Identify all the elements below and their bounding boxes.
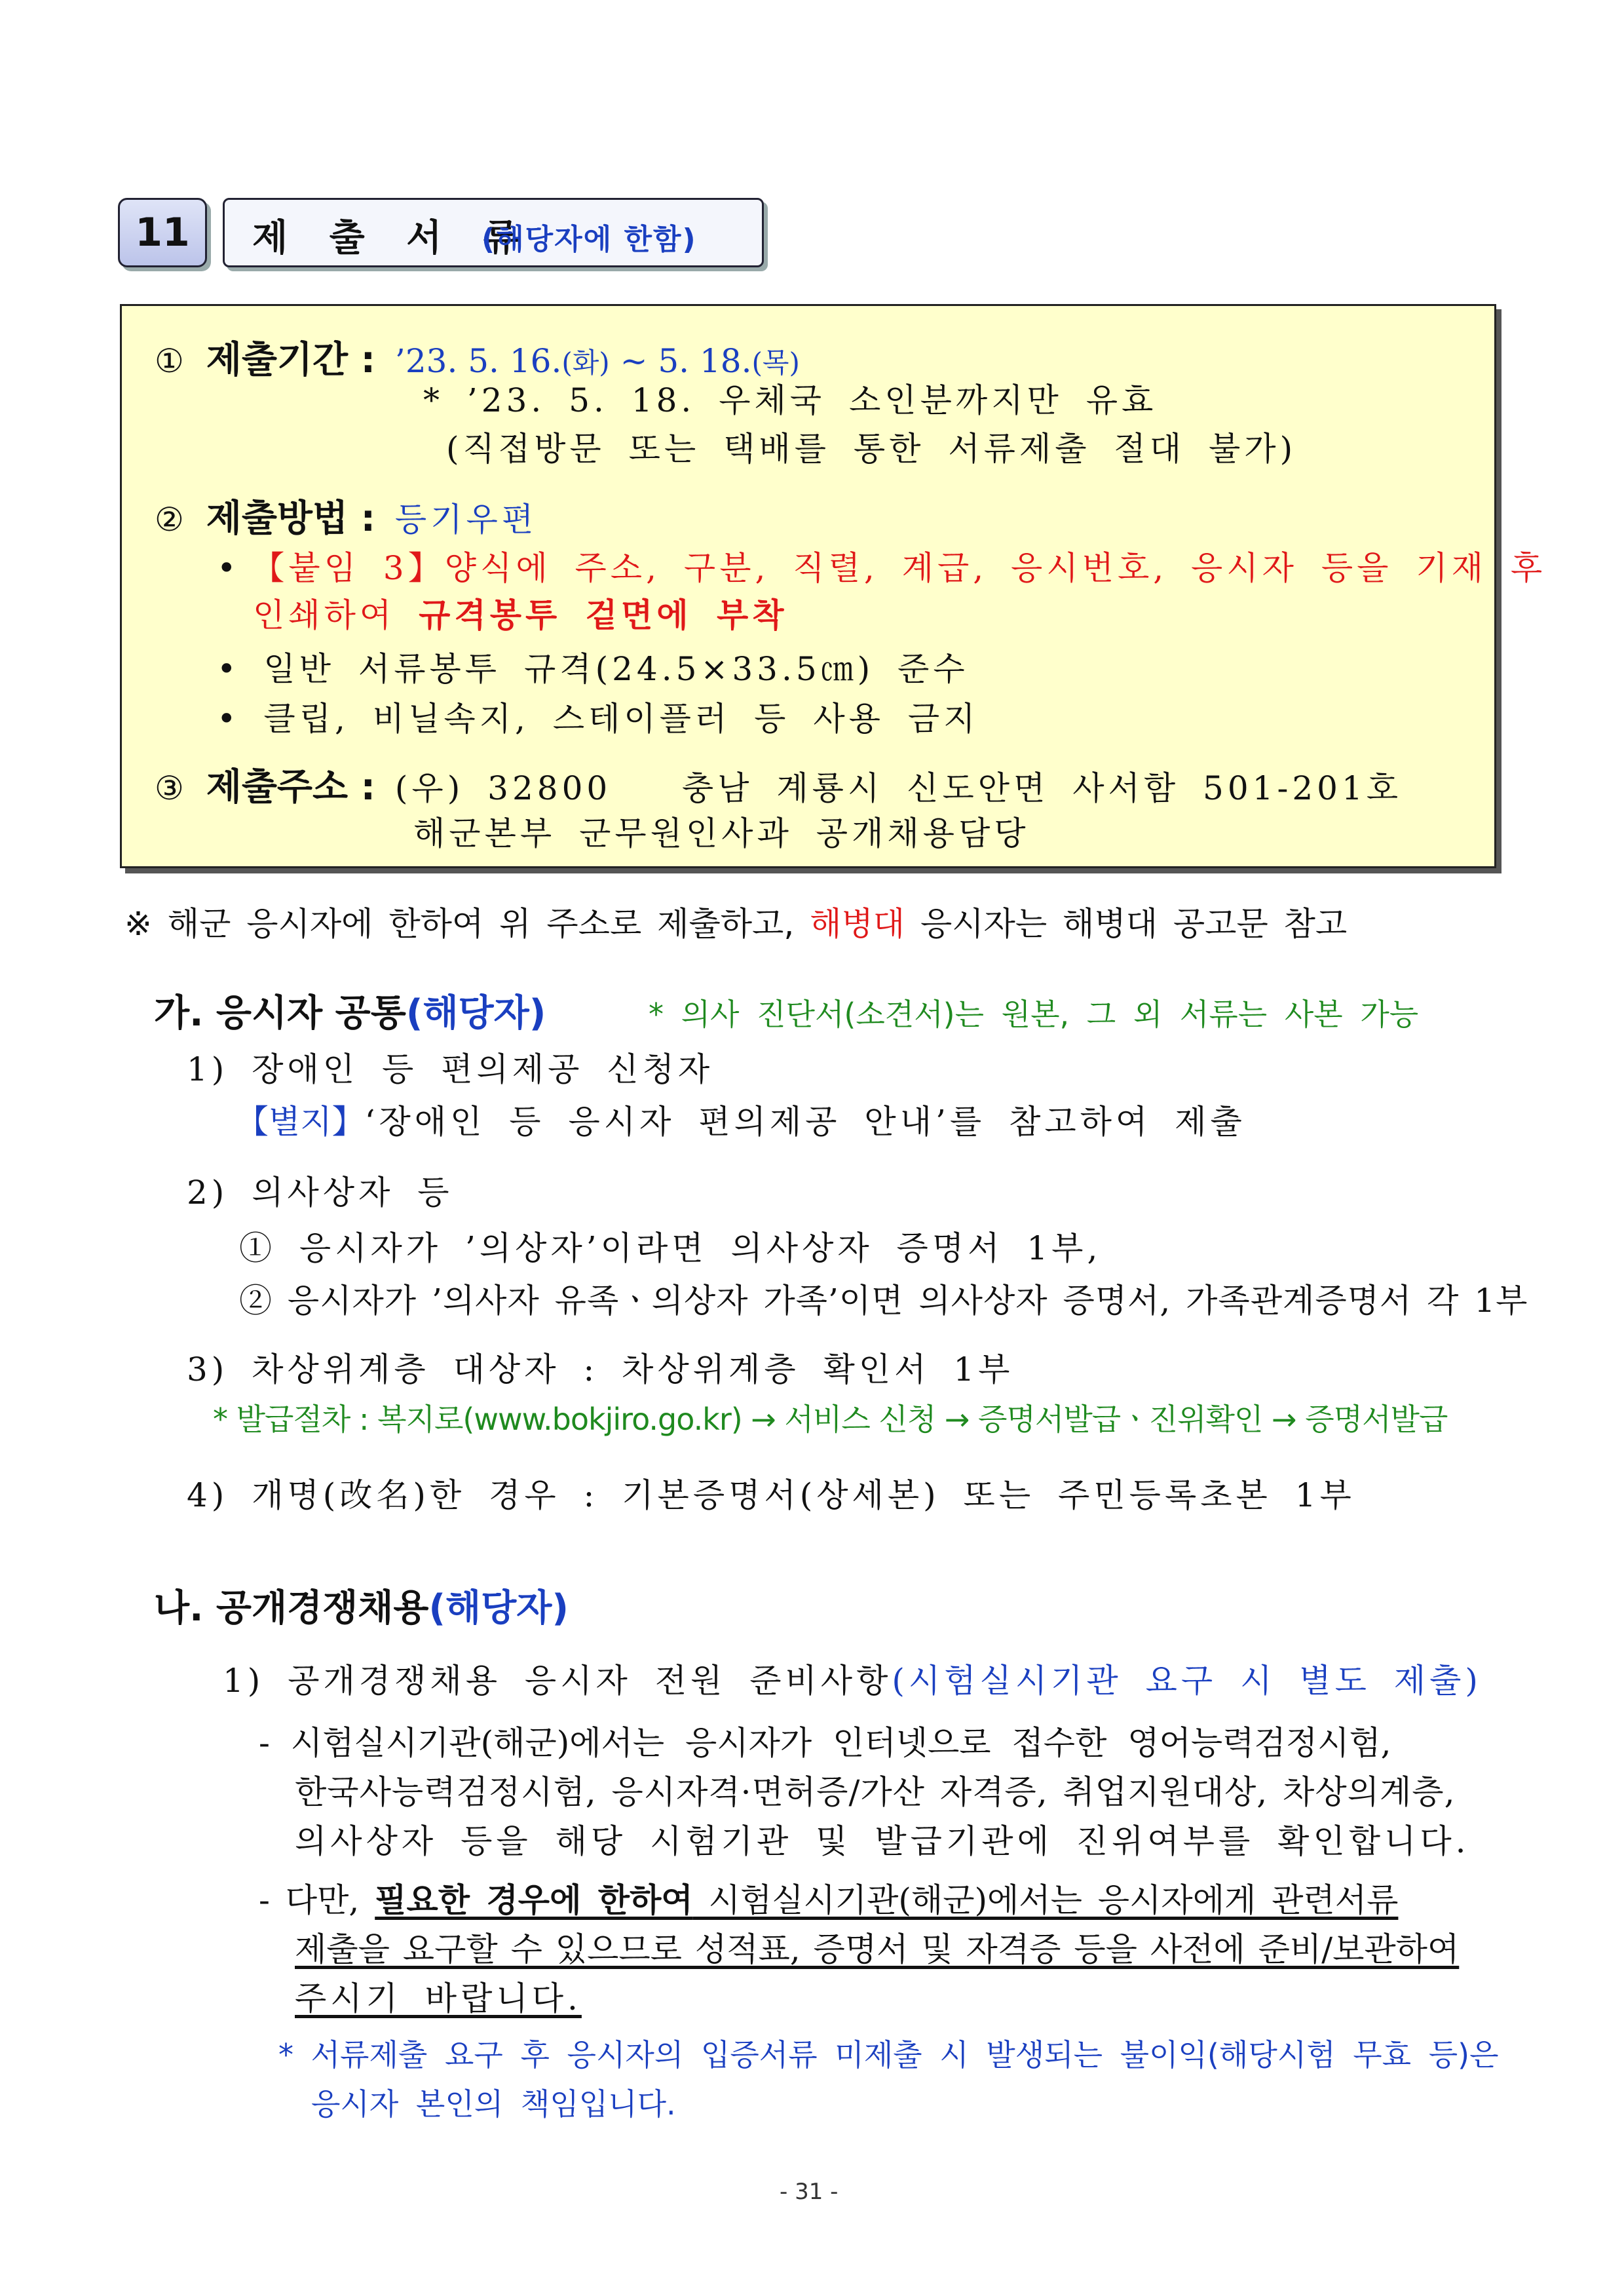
method-bullet-1-cont: 인쇄하여 규격봉투 겉면에 부착 — [253, 596, 788, 634]
na-item-1: 1) 공개경쟁채용 응시자 전원 준비사항(시험실시기관 요구 시 별도 제출) — [223, 1662, 1482, 1700]
section-number-badge: 11 — [118, 198, 207, 267]
section-na-title-note: (해당자) — [428, 1587, 569, 1630]
section-ga-side-note: * 의사 진단서(소견서)는 원본, 그 외 서류는 사본 가능 — [649, 997, 1419, 1032]
ga-item-2-a: ① 응시자가 ’의상자’이라면 의사상자 증명서 1부, — [239, 1229, 1102, 1267]
na-note-line-2: 응시자 본인의 책임입니다. — [311, 2086, 676, 2122]
section-na-title: 나. 공개경쟁채용 — [154, 1587, 429, 1630]
method-value: 등기우편 — [394, 501, 538, 539]
ga-item-3-note: * 발급절차 : 복지로(www.bokjiro.go.kr) → 서비스 신청 → 증명서발급ㆍ진위확인 → 증명서발급 — [213, 1402, 1448, 1437]
address-marker: ③ — [155, 769, 184, 807]
address-line-1: (우) 32800 충남 계룡시 신도안면 사서함 501-201호 — [394, 769, 1403, 807]
na-detail-2-line-2: 제출을 요구할 수 있으므로 성적표, 증명서 및 자격증 등을 사전에 준비/보관하여 — [295, 1930, 1460, 1968]
section-ga-title-note: (해당자) — [406, 992, 546, 1035]
page-number: - 31 - — [780, 2179, 839, 2205]
address-line-2: 해군본부 군무원인사과 공개채용담당 — [413, 814, 1030, 852]
na-detail-1-line-3: 의사상자 등을 해당 시험기관 및 발급기관에 진위여부를 확인합니다. — [295, 1822, 1470, 1860]
ga-item-4: 4) 개명(改名)한 경우 : 기본증명서(상세본) 또는 주민등록초본 1부 — [187, 1476, 1355, 1514]
method-bullet-3: • 클립, 비닐속지, 스테이플러 등 사용 금지 — [217, 700, 979, 738]
method-label: 제출방법 : — [206, 497, 376, 540]
method-row — [155, 489, 537, 542]
section-title-box — [223, 198, 764, 267]
navy-notice: ※ 해군 응시자에 한하여 위 주소로 제출하고, 해병대 응시자는 해병대 공고문 참고 — [124, 905, 1348, 943]
section-title: 제 출 서 류 — [252, 217, 533, 259]
na-detail-2-line-3: 주시기 바랍니다. — [295, 1980, 582, 2018]
period-marker: ① — [155, 342, 184, 380]
method-bullet-1: • 【붙임 3】양식에 주소, 구분, 직렬, 계급, 응시번호, 응시자 등을 기재 후 — [217, 549, 1547, 587]
section-title-note: (해당자에 한함) — [482, 223, 697, 256]
period-note-1: * ’23. 5. 18. 우체국 소인분까지만 유효 — [423, 381, 1158, 419]
period-value: ’23. 5. 16.(화) ~ 5. 18.(목) — [394, 342, 800, 380]
period-label: 제출기간 : — [206, 339, 376, 381]
section-ga-heading — [154, 984, 546, 1037]
submission-summary-box — [120, 304, 1547, 868]
ga-item-1-desc: 【별지】‘장애인 등 응시자 편의제공 안내’를 참고하여 제출 — [236, 1103, 1246, 1141]
na-detail-2-line-1: - 다만, 필요한 경우에 한하여 시험실시기관(해군)에서는 응시자에게 관련서류 — [259, 1881, 1399, 1919]
section-ga-title: 가. 응시자 공통 — [154, 992, 406, 1035]
ga-item-2: 2) 의사상자 등 — [187, 1174, 453, 1212]
section-na-heading — [154, 1579, 569, 1632]
ga-item-3: 3) 차상위계층 대상자 : 차상위계층 확인서 1부 — [187, 1350, 1014, 1388]
na-detail-1-line-2: 한국사능력검정시험, 응시자격·면허증/가산 자격증, 취업지원대상, 차상의계층, — [295, 1773, 1456, 1811]
method-marker: ② — [155, 501, 184, 539]
address-row — [155, 758, 1402, 811]
na-note-line-1: * 서류제출 요구 후 응시자의 입증서류 미제출 시 발생되는 불이익(해당시험 무효 등)은 — [278, 2037, 1499, 2073]
period-note-2: (직접방문 또는 택배를 통한 서류제출 절대 불가) — [446, 430, 1297, 468]
address-label: 제출주소 : — [206, 766, 376, 809]
method-bullet-2: • 일반 서류봉투 규격(24.5×33.5㎝) 준수 — [217, 650, 969, 688]
ga-item-1: 1) 장애인 등 편의제공 신청자 — [187, 1050, 714, 1088]
ga-item-2-b: ② 응시자가 ’의사자 유족ㆍ의상자 가족’이면 의사상자 증명서, 가족관계증명서 각 1부 — [239, 1282, 1528, 1320]
na-detail-1-line-1: - 시험실시기관(해군)에서는 응시자가 인터넷으로 접수한 영어능력검정시험, — [259, 1724, 1391, 1762]
